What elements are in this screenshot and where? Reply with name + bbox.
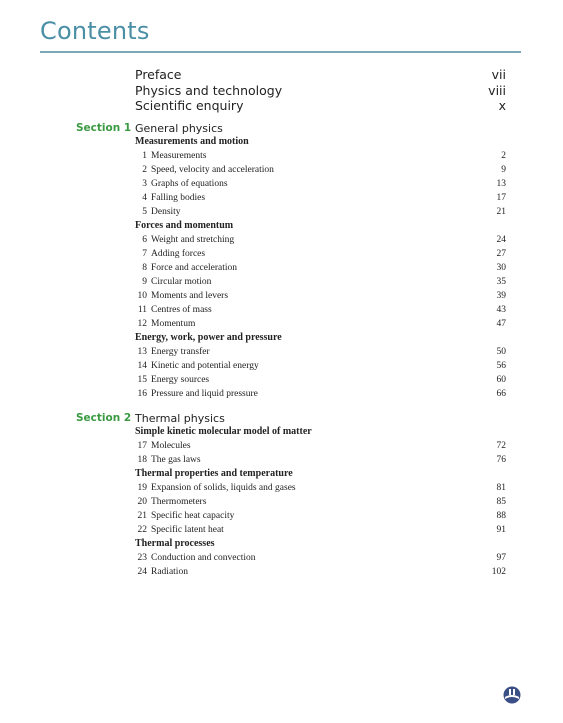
chapter-row[interactable]: [135, 233, 506, 247]
chapter-page: 2: [501, 151, 506, 161]
chapter-page: 72: [496, 441, 506, 451]
chapter-page: 17: [496, 193, 506, 203]
chapter-row[interactable]: [135, 247, 506, 261]
chapter-page: 88: [496, 511, 506, 521]
chapter-title: Expansion of solids, liquids and gases: [151, 483, 296, 493]
chapter-row[interactable]: [135, 345, 506, 359]
chapter-title: Weight and stretching: [151, 235, 235, 245]
chapter-number: 19: [137, 483, 147, 493]
chapter-title: Centres of mass: [151, 305, 212, 315]
chapter-row[interactable]: [135, 453, 506, 467]
chapter-number: 8: [142, 263, 147, 273]
front-matter-label: Preface: [135, 67, 182, 82]
chapter-title: Conduction and convection: [151, 553, 256, 563]
chapter-page: 39: [496, 291, 506, 301]
publisher-logo-icon: [503, 686, 521, 704]
chapter-page: 60: [496, 375, 506, 385]
front-matter-item[interactable]: [135, 83, 506, 99]
chapter-number: 2: [142, 165, 147, 175]
group-heading: Measurements and motion: [135, 136, 249, 147]
chapter-title: Radiation: [151, 567, 188, 577]
chapter-number: 5: [142, 207, 147, 217]
chapter-number: 4: [142, 193, 147, 203]
chapter-page: 13: [496, 179, 506, 189]
chapter-row[interactable]: [135, 275, 506, 289]
chapter-number: 21: [137, 511, 147, 521]
chapter-page: 81: [496, 483, 506, 493]
chapter-title: Adding forces: [151, 249, 206, 259]
section-entries: [135, 425, 506, 579]
group-heading: Energy, work, power and pressure: [135, 332, 282, 343]
chapter-page: 27: [496, 249, 506, 259]
chapter-row[interactable]: [135, 565, 506, 579]
chapter-title: Density: [151, 207, 181, 217]
chapter-number: 3: [142, 179, 147, 189]
section-label: Section 2: [76, 412, 132, 424]
chapter-number: 12: [137, 319, 147, 329]
chapter-row[interactable]: [135, 149, 506, 163]
chapter-page: 102: [491, 567, 506, 577]
chapter-title: Energy transfer: [151, 347, 210, 357]
chapter-title: Speed, velocity and acceleration: [151, 165, 274, 175]
chapter-row[interactable]: [135, 163, 506, 177]
chapter-row[interactable]: [135, 289, 506, 303]
chapter-number: 22: [137, 525, 147, 535]
chapter-title: Circular motion: [151, 277, 212, 287]
chapter-number: 10: [137, 291, 147, 301]
chapter-title: Falling bodies: [151, 193, 206, 203]
chapter-title: Specific heat capacity: [151, 511, 235, 521]
front-matter-label: Scientific enquiry: [135, 98, 244, 113]
chapter-number: 16: [137, 389, 147, 399]
chapter-number: 9: [142, 277, 147, 287]
front-matter-list: [135, 67, 506, 114]
chapter-row[interactable]: [135, 177, 506, 191]
chapter-page: 35: [496, 277, 506, 287]
group-heading: Forces and momentum: [135, 220, 234, 231]
section-title[interactable]: Thermal physics: [135, 412, 225, 425]
chapter-page: 85: [496, 497, 506, 507]
chapter-title: Molecules: [151, 441, 191, 451]
chapter-title: Force and acceleration: [151, 263, 237, 273]
chapter-page: 30: [496, 263, 506, 273]
group-heading: Thermal processes: [135, 538, 215, 549]
chapter-title: Pressure and liquid pressure: [151, 389, 258, 399]
chapter-title: Moments and levers: [151, 291, 229, 301]
front-matter-page: x: [498, 98, 506, 113]
chapter-title: Energy sources: [151, 375, 210, 385]
chapter-page: 91: [496, 525, 506, 535]
chapter-page: 50: [496, 347, 506, 357]
chapter-row[interactable]: [135, 261, 506, 275]
chapter-number: 1: [142, 151, 147, 161]
group-heading: Simple kinetic molecular model of matter: [135, 426, 312, 437]
chapter-row[interactable]: [135, 495, 506, 509]
chapter-row[interactable]: [135, 317, 506, 331]
chapter-title: Thermometers: [151, 497, 207, 507]
chapter-title: Graphs of equations: [151, 179, 228, 189]
section-entries: [135, 135, 506, 401]
chapter-number: 23: [137, 553, 147, 563]
chapter-number: 17: [137, 441, 147, 451]
chapter-page: 24: [496, 235, 506, 245]
section-label: Section 1: [76, 122, 132, 134]
chapter-title: Momentum: [151, 319, 196, 329]
chapter-title: Specific latent heat: [151, 525, 224, 535]
chapter-row[interactable]: [135, 551, 506, 565]
chapter-number: 6: [142, 235, 147, 245]
chapter-page: 56: [496, 361, 506, 371]
chapter-row[interactable]: [135, 481, 506, 495]
chapter-page: 47: [496, 319, 506, 329]
chapter-number: 7: [142, 249, 147, 259]
chapter-number: 11: [137, 305, 147, 315]
front-matter-label: Physics and technology: [135, 82, 283, 98]
chapter-number: 20: [137, 497, 147, 507]
chapter-row[interactable]: [135, 191, 506, 205]
section-title[interactable]: General physics: [135, 122, 223, 135]
chapter-row[interactable]: [135, 303, 506, 317]
chapter-row[interactable]: [135, 439, 506, 453]
front-matter-page: vii: [491, 67, 506, 82]
chapter-title: Kinetic and potential energy: [151, 361, 259, 371]
chapter-number: 24: [137, 567, 147, 577]
chapter-page: 43: [496, 305, 506, 315]
chapter-title: Measurements: [151, 151, 207, 161]
front-matter-page: viii: [488, 82, 506, 98]
chapter-row[interactable]: [135, 509, 506, 523]
chapter-page: 76: [496, 455, 506, 465]
chapter-title: The gas laws: [151, 455, 201, 465]
chapter-page: 66: [496, 389, 506, 399]
chapter-page: 9: [501, 165, 506, 175]
page-title: Contents: [40, 17, 150, 45]
title-divider: [40, 51, 521, 53]
chapter-page: 97: [496, 553, 506, 563]
chapter-row[interactable]: [135, 387, 506, 401]
chapter-number: 14: [137, 361, 147, 371]
chapter-number: 15: [137, 375, 147, 385]
group-heading: Thermal properties and temperature: [135, 468, 293, 479]
chapter-row[interactable]: [135, 373, 506, 387]
front-matter-item[interactable]: [135, 98, 506, 114]
chapter-row[interactable]: [135, 205, 506, 219]
front-matter-item[interactable]: [135, 67, 506, 83]
chapter-row[interactable]: [135, 359, 506, 373]
chapter-page: 21: [496, 207, 506, 217]
chapter-number: 18: [137, 455, 147, 465]
chapter-row[interactable]: [135, 523, 506, 537]
chapter-number: 13: [137, 347, 147, 357]
